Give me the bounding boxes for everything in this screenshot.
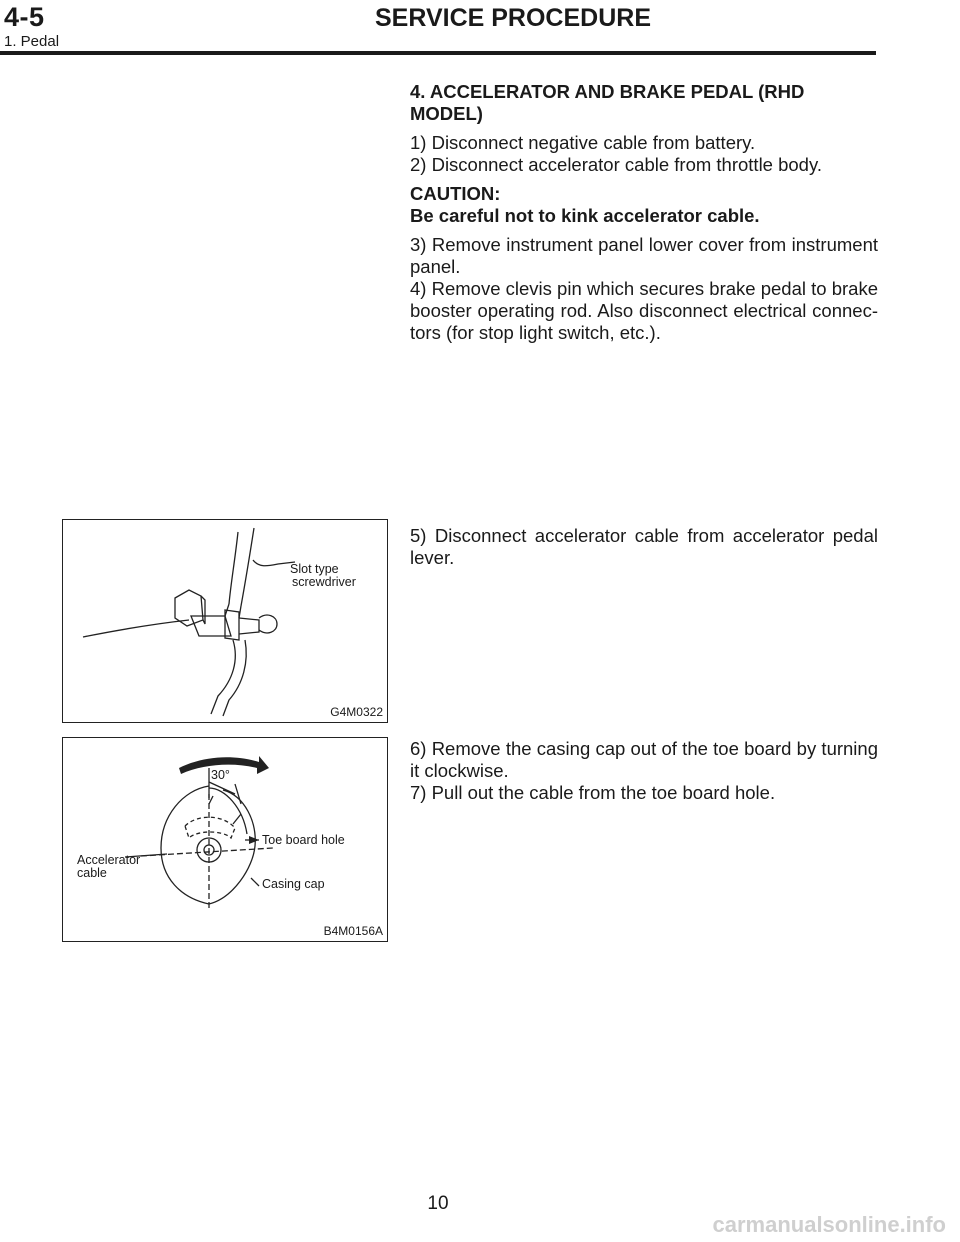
- label-casing-cap: Casing cap: [262, 877, 325, 891]
- figure-code: B4M0156A: [323, 924, 383, 938]
- header-rule: [0, 51, 876, 55]
- step-4: 4) Remove clevis pin which secures brake pedal to brake booster operating rod. Also disconnect electrical connec- tors (for stop light switch, etc.).: [410, 278, 878, 343]
- step-1: 1) Disconnect negative cable from battery.: [410, 132, 756, 153]
- step-2: 2) Disconnect accelerator cable from throttle body.: [410, 154, 822, 175]
- pedal-lever-illustration: [63, 520, 387, 722]
- figure-code: G4M0322: [330, 705, 383, 719]
- procedure-block-3: [410, 738, 878, 804]
- figure-casing-cap-removal: [62, 737, 388, 942]
- procedure-heading-line2: MODEL): [410, 103, 483, 124]
- page-title: SERVICE PROCEDURE: [375, 4, 651, 32]
- procedure-block-1: [410, 81, 878, 344]
- section-number: 4-5: [4, 2, 45, 32]
- label-accelerator-cable: Accelerator cable: [77, 853, 141, 880]
- caution-text: Be careful not to kink accelerator cable.: [410, 205, 760, 226]
- step-5: 5) Disconnect accelerator cable from accelerator pedal lever.: [410, 525, 878, 568]
- label-toe-board-hole: Toe board hole: [262, 833, 345, 847]
- step-3: 3) Remove instrument panel lower cover from instrument panel.: [410, 234, 878, 277]
- watermark: carmanualsonline.info: [712, 1212, 946, 1237]
- label-slot-type-screwdriver: Slot type screwdriver: [290, 562, 356, 589]
- caution-label: CAUTION:: [410, 183, 501, 204]
- page-number: 10: [427, 1193, 449, 1214]
- procedure-heading-line1: 4. ACCELERATOR AND BRAKE PEDAL (RHD: [410, 81, 805, 102]
- figure-accelerator-pedal-lever: [62, 519, 388, 723]
- step-6: 6) Remove the casing cap out of the toe board by turning it clockwise.: [410, 738, 878, 781]
- label-rotation-angle: 30°: [211, 768, 230, 782]
- subsection-title: 1. Pedal: [4, 33, 60, 50]
- step-7: 7) Pull out the cable from the toe board hole.: [410, 782, 776, 803]
